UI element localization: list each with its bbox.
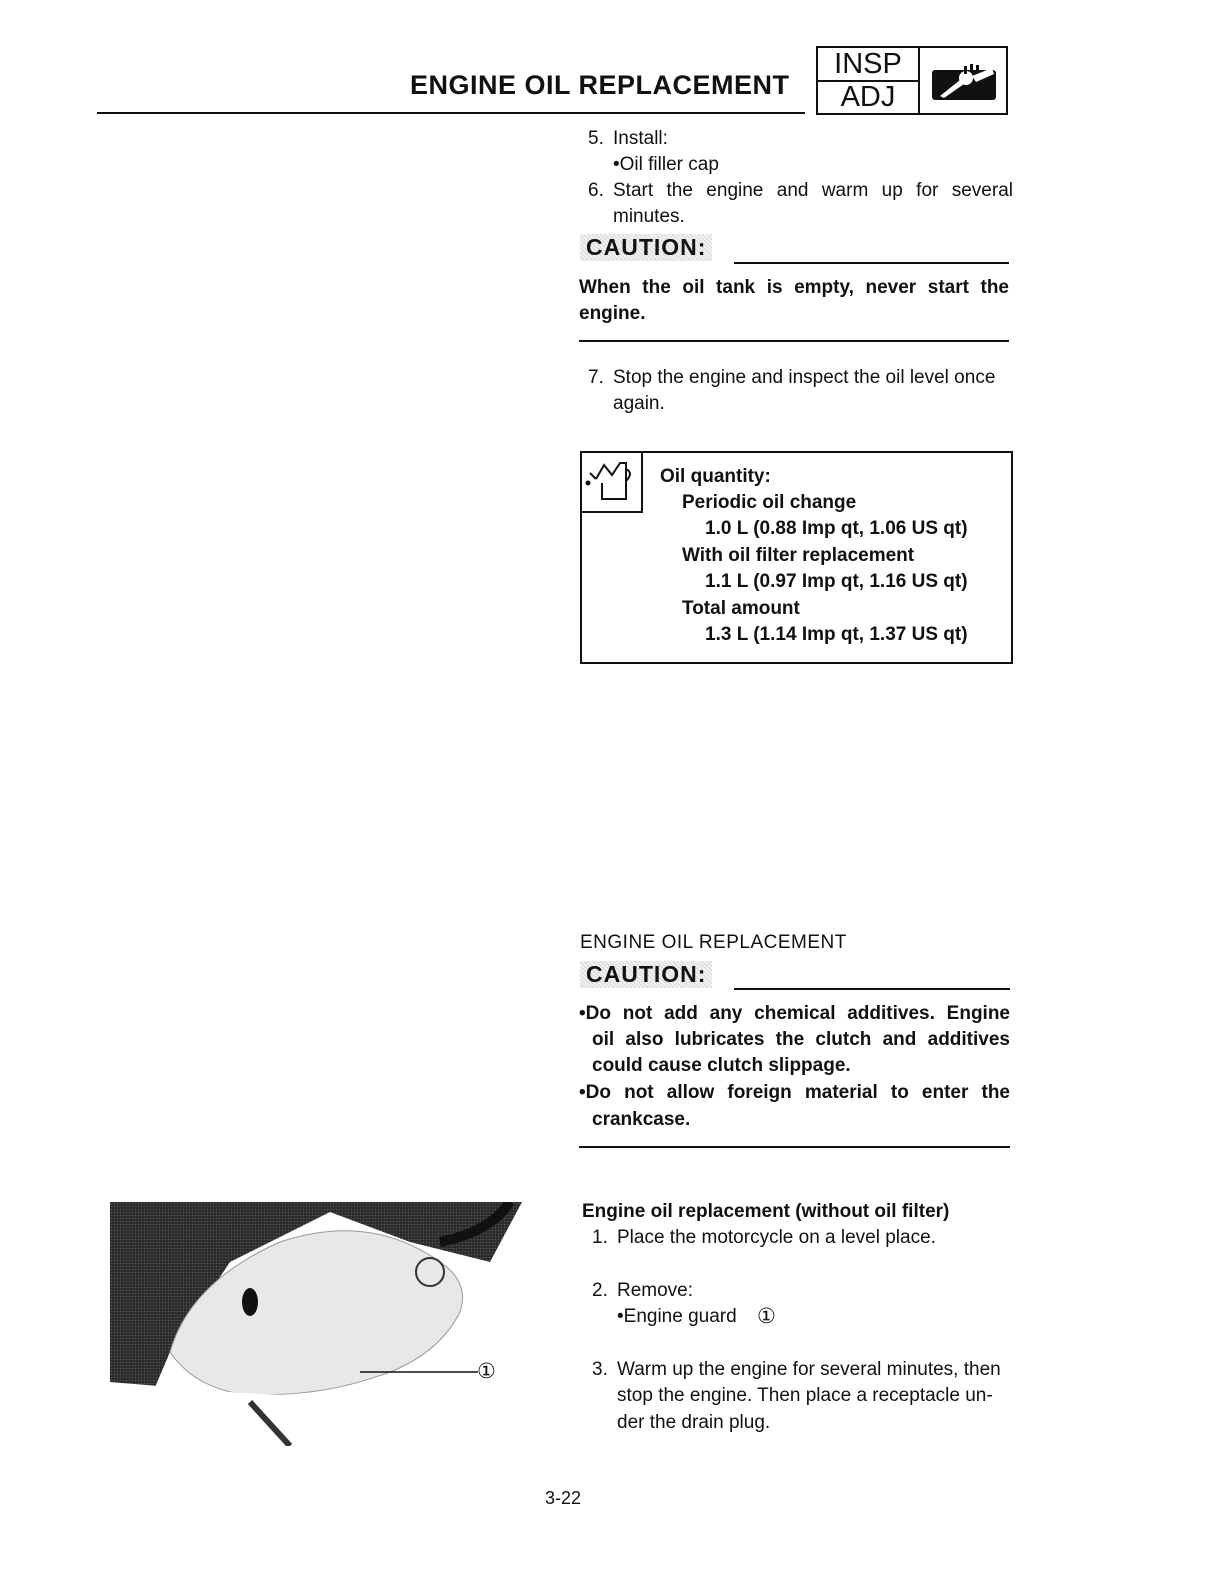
oil-can-icon (580, 451, 643, 513)
caution2-bullet2-line2: crankcase. (592, 1109, 691, 1130)
total-amount-value: 1.3 L (1.14 Imp qt, 1.37 US qt) (705, 624, 968, 645)
periodic-oil-change-label: Periodic oil change (682, 492, 857, 513)
step-6-line1: Start the engine and warm up for several (613, 180, 1013, 201)
caution-text-line1: When the oil tank is empty, never start the (579, 277, 1009, 298)
subsection-heading: Engine oil replacement (without oil filter) (582, 1201, 950, 1222)
step-7-line2: again. (613, 393, 665, 414)
engine-guard-photo (110, 1202, 522, 1446)
step-1-text: Place the motorcycle on a level place. (617, 1227, 936, 1248)
caution-label-2: CAUTION: (580, 961, 712, 988)
step-2-item: •Engine guard (617, 1306, 737, 1327)
step-2-number: 2. (592, 1280, 608, 1301)
caution-text-line2: engine. (579, 303, 646, 324)
section-badge (816, 46, 1008, 115)
callout-marker: ① (757, 1305, 776, 1328)
badge-adj-label: ADJ (840, 81, 896, 113)
badge-insp-label: INSP (818, 48, 918, 82)
caution2-bullet1-line3: could cause clutch slippage. (592, 1055, 851, 1076)
step-7-number: 7. (588, 367, 604, 388)
step-5-text: Install: (613, 128, 668, 149)
section-heading: ENGINE OIL REPLACEMENT (580, 932, 847, 953)
filter-replacement-value: 1.1 L (0.97 Imp qt, 1.16 US qt) (705, 571, 968, 592)
step-7-line1: Stop the engine and inspect the oil level once (613, 367, 996, 388)
caution2-bullet1-line2: oil also lubricates the clutch and additives (592, 1029, 1010, 1050)
filter-replacement-label: With oil filter replacement (682, 545, 915, 566)
caution-end-rule (579, 340, 1009, 342)
step-2-text: Remove: (617, 1280, 694, 1301)
step-5-item: •Oil filler cap (613, 154, 719, 175)
caution-rule (734, 262, 1009, 264)
caution2-bullet2-line1: •Do not allow foreign material to enter the (579, 1082, 1010, 1103)
oil-quantity-title: Oil quantity: (660, 466, 771, 487)
caution-label: CAUTION: (580, 234, 712, 261)
step-3-line3: der the drain plug. (617, 1412, 771, 1433)
step-1-number: 1. (592, 1227, 608, 1248)
photo-callout-marker: ① (477, 1360, 496, 1383)
caution2-bullet1-line1: •Do not add any chemical additives. Engine (579, 1003, 1010, 1024)
page-title: ENGINE OIL REPLACEMENT (410, 70, 790, 100)
step-3-number: 3. (592, 1359, 608, 1380)
header-rule (97, 112, 805, 114)
step-3-line1: Warm up the engine for several minutes, then (617, 1359, 1001, 1380)
periodic-oil-change-value: 1.0 L (0.88 Imp qt, 1.06 US qt) (705, 518, 968, 539)
caution-rule-2 (734, 988, 1010, 990)
step-6-line2: minutes. (613, 206, 685, 227)
total-amount-label: Total amount (682, 598, 800, 619)
wrench-tool-icon (930, 62, 998, 107)
page-number: 3-22 (545, 1488, 582, 1508)
step-6-number: 6. (588, 180, 604, 201)
step-3-line2: stop the engine. Then place a receptacle un- (617, 1385, 993, 1406)
caution2-end-rule (579, 1146, 1010, 1148)
step-5-number: 5. (588, 128, 604, 149)
